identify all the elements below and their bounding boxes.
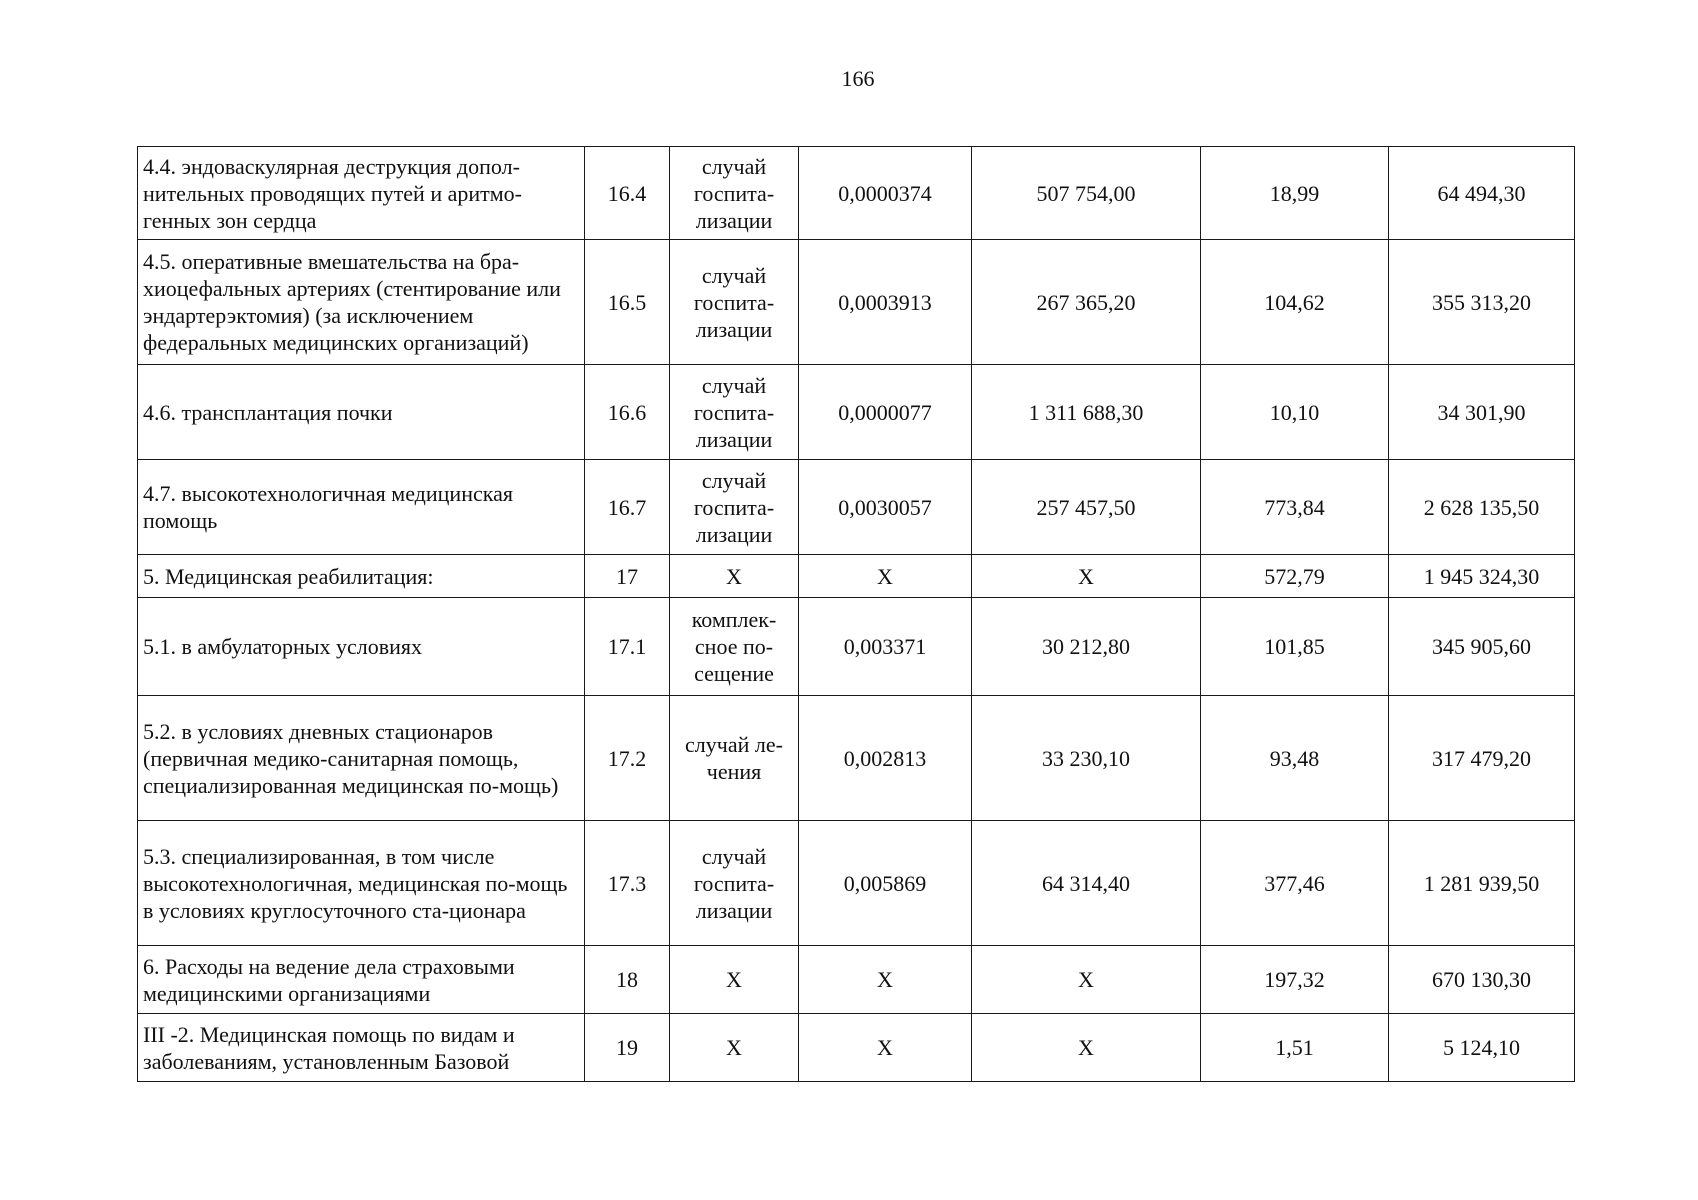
row-cost-cell: 64 314,40 bbox=[972, 821, 1201, 946]
row-total-cell: 317 479,20 bbox=[1389, 696, 1575, 821]
row-volume-cell: X bbox=[799, 1014, 972, 1082]
row-volume-cell: X bbox=[799, 555, 972, 598]
row-per-capita-cell: 197,32 bbox=[1201, 946, 1389, 1014]
row-unit-cell: X bbox=[670, 1014, 799, 1082]
row-number-cell: 16.6 bbox=[585, 365, 670, 460]
row-cost-cell: 30 212,80 bbox=[972, 598, 1201, 696]
row-volume-cell: 0,005869 bbox=[799, 821, 972, 946]
row-unit-cell: случай ле-чения bbox=[670, 696, 799, 821]
table-row bbox=[138, 460, 1575, 555]
row-name-cell: 6. Расходы на ведение дела страховыми медицинскими организациями bbox=[138, 946, 585, 1014]
row-cost-cell: X bbox=[972, 1014, 1201, 1082]
row-name-cell: 4.7. высокотехнологичная медицинская помощь bbox=[138, 460, 585, 555]
row-number-cell: 17.1 bbox=[585, 598, 670, 696]
row-name-cell: 4.6. трансплантация почки bbox=[138, 365, 585, 460]
row-name-cell: 5.2. в условиях дневных стационаров (первичная медико-санитарная помощь, специализированная медицинская по-мощь) bbox=[138, 696, 585, 821]
table-body bbox=[138, 147, 1575, 1082]
row-cost-cell: 1 311 688,30 bbox=[972, 365, 1201, 460]
row-unit-cell: случай госпита-лизации bbox=[670, 365, 799, 460]
row-volume-cell: 0,0003913 bbox=[799, 240, 972, 365]
table-row bbox=[138, 555, 1575, 598]
row-total-cell: 355 313,20 bbox=[1389, 240, 1575, 365]
row-total-cell: 2 628 135,50 bbox=[1389, 460, 1575, 555]
row-per-capita-cell: 10,10 bbox=[1201, 365, 1389, 460]
row-number-cell: 16.7 bbox=[585, 460, 670, 555]
row-total-cell: 5 124,10 bbox=[1389, 1014, 1575, 1082]
row-number-cell: 16.4 bbox=[585, 147, 670, 240]
row-unit-cell: комплек-сное по-сещение bbox=[670, 598, 799, 696]
row-total-cell: 1 281 939,50 bbox=[1389, 821, 1575, 946]
page-number: 166 bbox=[841, 66, 875, 91]
row-cost-cell: X bbox=[972, 555, 1201, 598]
table-row bbox=[138, 946, 1575, 1014]
row-total-cell: 34 301,90 bbox=[1389, 365, 1575, 460]
row-volume-cell: 0,002813 bbox=[799, 696, 972, 821]
table-row bbox=[138, 598, 1575, 696]
row-cost-cell: 33 230,10 bbox=[972, 696, 1201, 821]
row-total-cell: 64 494,30 bbox=[1389, 147, 1575, 240]
table-row bbox=[138, 821, 1575, 946]
row-total-cell: 1 945 324,30 bbox=[1389, 555, 1575, 598]
row-unit-cell: случай госпита-лизации bbox=[670, 240, 799, 365]
row-cost-cell: 267 365,20 bbox=[972, 240, 1201, 365]
row-per-capita-cell: 18,99 bbox=[1201, 147, 1389, 240]
row-per-capita-cell: 1,51 bbox=[1201, 1014, 1389, 1082]
row-unit-cell: случай госпита-лизации bbox=[670, 821, 799, 946]
row-number-cell: 19 bbox=[585, 1014, 670, 1082]
row-per-capita-cell: 377,46 bbox=[1201, 821, 1389, 946]
row-total-cell: 670 130,30 bbox=[1389, 946, 1575, 1014]
row-name-cell: 4.4. эндоваскулярная деструкция допол-нительных проводящих путей и аритмо-генных зон сердца bbox=[138, 147, 585, 240]
row-number-cell: 18 bbox=[585, 946, 670, 1014]
row-name-cell: 5. Медицинская реабилитация: bbox=[138, 555, 585, 598]
row-volume-cell: 0,003371 bbox=[799, 598, 972, 696]
row-per-capita-cell: 104,62 bbox=[1201, 240, 1389, 365]
row-volume-cell: 0,0000077 bbox=[799, 365, 972, 460]
row-name-cell: 4.5. оперативные вмешательства на бра-хиоцефальных артериях (стентирование или эндартерэктомия) (за исключением федеральных медицинских организаций) bbox=[138, 240, 585, 365]
row-name-cell: III -2. Медицинская помощь по видам и заболеваниям, установленным Базовой bbox=[138, 1014, 585, 1082]
row-per-capita-cell: 93,48 bbox=[1201, 696, 1389, 821]
row-total-cell: 345 905,60 bbox=[1389, 598, 1575, 696]
row-cost-cell: X bbox=[972, 946, 1201, 1014]
row-cost-cell: 507 754,00 bbox=[972, 147, 1201, 240]
row-unit-cell: случай госпита-лизации bbox=[670, 460, 799, 555]
data-table bbox=[137, 146, 1575, 1082]
row-cost-cell: 257 457,50 bbox=[972, 460, 1201, 555]
row-volume-cell: X bbox=[799, 946, 972, 1014]
table-row bbox=[138, 365, 1575, 460]
row-unit-cell: случай госпита-лизации bbox=[670, 147, 799, 240]
row-number-cell: 17 bbox=[585, 555, 670, 598]
row-name-cell: 5.3. специализированная, в том числе высокотехнологичная, медицинская по-мощь в условиях круглосуточного ста-ционара bbox=[138, 821, 585, 946]
row-name-cell: 5.1. в амбулаторных условиях bbox=[138, 598, 585, 696]
row-volume-cell: 0,0000374 bbox=[799, 147, 972, 240]
row-volume-cell: 0,0030057 bbox=[799, 460, 972, 555]
table-row bbox=[138, 1014, 1575, 1082]
row-per-capita-cell: 101,85 bbox=[1201, 598, 1389, 696]
row-number-cell: 16.5 bbox=[585, 240, 670, 365]
row-per-capita-cell: 773,84 bbox=[1201, 460, 1389, 555]
row-number-cell: 17.2 bbox=[585, 696, 670, 821]
row-unit-cell: X bbox=[670, 946, 799, 1014]
row-unit-cell: X bbox=[670, 555, 799, 598]
table-row bbox=[138, 240, 1575, 365]
table-row bbox=[138, 147, 1575, 240]
row-number-cell: 17.3 bbox=[585, 821, 670, 946]
row-per-capita-cell: 572,79 bbox=[1201, 555, 1389, 598]
table-row bbox=[138, 696, 1575, 821]
